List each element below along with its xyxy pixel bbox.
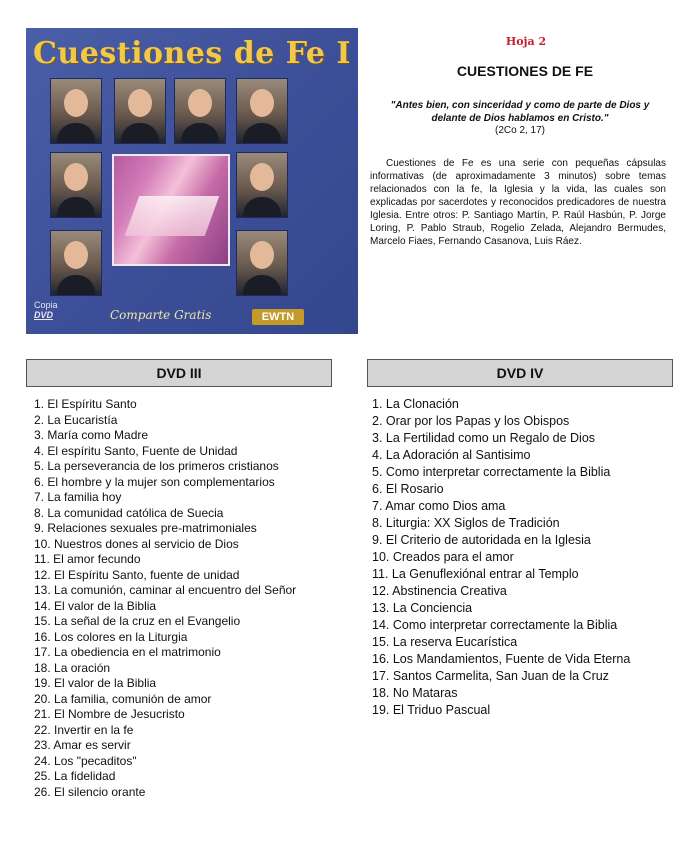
list-item: 25. La fidelidad [34, 769, 116, 783]
list-item: 8. Liturgia: XX Siglos de Tradición [372, 516, 560, 530]
cover-title: Cuestiones de Fe I [33, 36, 351, 71]
list-item: 24. Los "pecaditos" [34, 753, 137, 768]
copy-label [34, 300, 58, 320]
list-item: 14. Como interpretar correctamente la Biblia [372, 618, 618, 632]
list-item: 22. Invertir en la fe [34, 722, 134, 737]
list-item: 3. María como Madre [34, 428, 149, 442]
list-item: 10. Creados para el amor [372, 550, 514, 564]
priest-photo-7 [50, 230, 102, 296]
list-item: 10. Nuestros dones al servicio de Dios [34, 536, 239, 551]
list-item: 13. La comunión, caminar al encuentro del Señor [34, 583, 297, 597]
bible-artwork [112, 154, 230, 266]
priest-photo-5 [50, 152, 102, 218]
dvd3-header: DVD III [26, 359, 332, 387]
list-item: 19. El Triduo Pascual [372, 703, 491, 717]
list-item: 23. Amar es servir [34, 738, 131, 752]
list-item: 21. El Nombre de Jesucristo [34, 707, 185, 721]
dvd4-header: DVD IV [367, 359, 673, 387]
priest-photo-6 [236, 152, 288, 218]
quote-reference: (2Co 2, 17) [494, 125, 546, 136]
list-item: 1. El Espíritu Santo [34, 397, 137, 411]
dvd4-list [372, 396, 630, 719]
priest-photo-4 [236, 78, 288, 144]
priest-photo-1 [50, 78, 102, 144]
list-item: 19. El valor de la Biblia [34, 676, 157, 690]
list-item: 5. Como interpretar correctamente la Biblia [372, 465, 611, 479]
page-label: Hoja 2 [505, 35, 547, 48]
dvd-cover [26, 28, 358, 334]
list-item: 5. La perseverancia de los primeros cristianos [34, 459, 279, 473]
dvd3-list [34, 397, 296, 800]
list-item: 17. Santos Carmelita, San Juan de la Cruz [372, 669, 609, 683]
list-item: 4. La Adoración al Santisimo [372, 448, 531, 462]
share-label: Comparte Gratis [110, 308, 212, 322]
list-item: 8. La comunidad católica de Suecia [34, 505, 224, 520]
list-item: 2. Orar por los Papas y los Obispos [372, 414, 570, 428]
list-item: 12. Abstinencia Creativa [372, 584, 507, 598]
list-item: 11. El amor fecundo [34, 552, 141, 566]
list-item: 15. La señal de la cruz en el Evangelio [34, 614, 241, 628]
priest-photo-3 [174, 78, 226, 144]
list-item: 4. El espíritu Santo, Fuente de Unidad [34, 443, 238, 458]
list-item: 12. El Espíritu Santo, fuente de unidad [34, 567, 240, 582]
list-item: 2. La Eucaristía [34, 412, 118, 427]
series-description: Cuestiones de Fe es una serie con pequeñas cápsulas informativas (de aproximadamente 3 minutos) sobre temas relacionados con la fe, la Iglesia y la vida, las cuales son explicadas por sacerdotes y reconocidos predicadores de nuestra Iglesia. Entre otros: P. Santiago Martín, P. Raúl Hasbún, P. Jorge Loring, P. Pablo Straub, Rogelio Zelada, Alejandro Bermudes, Marcelo Fiaes, Fernando Casanova, Luis Ráez. [370, 158, 666, 247]
list-item: 11. La Genuflexiónal entrar al Templo [372, 567, 579, 581]
list-item: 6. El hombre y la mujer son complementarios [34, 474, 275, 489]
dvd-logo: DVD [34, 310, 54, 320]
series-title: CUESTIONES DE FE [456, 63, 594, 79]
list-item: 9. El Criterio de autoridada en la Iglesia [372, 533, 591, 547]
list-item: 16. Los colores en la Liturgia [34, 629, 188, 644]
list-item: 15. La reserva Eucarística [372, 635, 518, 649]
list-item: 14. El valor de la Biblia [34, 598, 157, 613]
list-item: 3. La Fertilidad como un Regalo de Dios [372, 431, 596, 445]
priest-photo-2 [114, 78, 166, 144]
list-item: 26. El silencio orante [34, 784, 146, 799]
list-item: 7. La familia hoy [34, 490, 122, 504]
priest-photo-8 [236, 230, 288, 296]
ewtn-logo: EWTN [252, 309, 304, 325]
list-item: 1. La Clonación [372, 397, 459, 411]
list-item: 17. La obediencia en el matrimonio [34, 645, 221, 659]
copy-text: Copia [34, 300, 58, 310]
list-item: 16. Los Mandamientos, Fuente de Vida Eterna [372, 652, 631, 666]
bible-quote: "Antes bien, con sinceridad y como de parte de Dios y delante de Dios hablamos en Cristo." [390, 100, 650, 124]
list-item: 6. El Rosario [372, 482, 444, 496]
list-item: 13. La Conciencia [372, 601, 473, 615]
list-item: 9. Relaciones sexuales pre-matrimoniales [34, 521, 257, 535]
list-item: 18. La oración [34, 660, 111, 675]
list-item: 20. La familia, comunión de amor [34, 691, 212, 706]
list-item: 7. Amar como Dios ama [372, 499, 506, 513]
list-item: 18. No Mataras [372, 686, 458, 700]
